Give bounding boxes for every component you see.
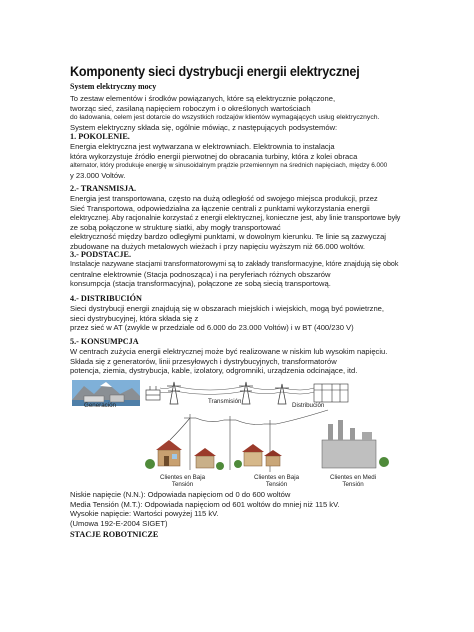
substation-icon	[146, 386, 160, 400]
label-distribucion: Distribución	[292, 402, 325, 409]
section-line: ze sobą połączone w strukturę siatki, aby mogły transportować	[70, 222, 281, 232]
section-line: y 23.000 Voltów.	[70, 170, 126, 180]
voltage-line: Media Tensión (M.T.): Odpowiada napięciom od 601 woltów do mniej niż 115 kV.	[70, 499, 340, 509]
section-line: konsumpcja (stacja transformacyjna), połączone ze sobą siecią transportową.	[70, 279, 331, 289]
section-distribucion	[70, 294, 470, 333]
stacje-heading: STACJE ROBOTNICZE	[70, 530, 159, 539]
section-line: która wykorzystuje źródło energii pierwotnej do obracania turbiny, która z kolei obraca	[70, 151, 358, 161]
label-transmision: Transmisión	[208, 398, 242, 405]
section-heading: 3.- PODSTACJE.	[70, 250, 132, 259]
intro-line: tworząc sieć, zasilaną napięciem roboczym i o określonych wartościach	[70, 103, 311, 113]
section-line: elektrycznej. Aby racjonalnie korzystać z energii elektrycznej, konieczne jest, aby linie transportowe były	[70, 213, 401, 223]
intro-line: To zestaw elementów i środków powiązanych, które są elektrycznie połączone,	[70, 94, 336, 103]
section-line: Składa się z generatorów, linii przesyłowych i dystrybucyjnych, transformatorów	[70, 356, 337, 366]
section-line: W centrach zużycia energii elektrycznej może być realizowane w niskim lub wysokim napięciu.	[70, 347, 388, 356]
voltage-line: (Umowa 192-E-2004 SIGET)	[70, 518, 168, 528]
section-line: Energia jest transportowana, często na dużą odległość od swojego miejsca produkcji, przez	[70, 194, 378, 203]
label-clientes-baja-1: Clientes en Baja Tensión	[160, 474, 206, 488]
section-line: Sieci dystrybucji energii znajdują się w obszarach miejskich i wiejskich, mogą być powietrzne,	[70, 304, 385, 313]
section-line: potencja, ziemia, dystrybucja, kable, izolatory, odgromniki, urządzenia odcinające, itd.	[70, 366, 358, 376]
section-line: przez sieć w AT (zwykle w przedziale od 6.000 do 23.000 Voltów) i w BT (400/230 V)	[70, 323, 354, 333]
section-line: Instalacje nazywane stacjami transformatorowymi są to zakłady transformacyjne, które znajdują się obok	[70, 260, 399, 268]
page-subtitle: System elektryczny mocy	[70, 82, 157, 91]
intro-line: System elektryczny składa się, ogólnie mówiąc, z następujących podsystemów:	[70, 122, 338, 132]
section-heading: 1. POKOLENIE.	[70, 132, 130, 141]
power-system-illustration	[70, 380, 392, 488]
transmission-tower-1	[167, 382, 181, 404]
distribution-substation-icon	[314, 384, 348, 402]
section-konsumpcja	[70, 337, 470, 376]
intro-paragraph	[70, 94, 470, 132]
page-title: Komponenty sieci dystrybucji energii elektrycznej	[70, 64, 360, 79]
voltage-definitions	[70, 490, 470, 528]
label-clientes-baja-2: Clientes en Baja Tensión	[254, 474, 300, 488]
section-line: centralne elektrownie (Stacja podnosząca) i na peryferiach różnych obszarów	[70, 269, 331, 279]
section-heading: 2.- TRANSMISJA.	[70, 184, 137, 193]
section-heading: 5.- KONSUMPCJA	[70, 337, 139, 346]
section-line: zbudowane na dużych metalowych wieżach i przy napięciu wyższym niż 66.000 woltów.	[70, 241, 366, 251]
intro-line: do ładowania, celem jest dotarcie do wszystkich rodzajów klientów wymagających usług elektrycznych.	[70, 114, 380, 122]
section-heading: 4.- DISTRIBUCIÓN	[70, 294, 142, 303]
house-cluster-2	[234, 444, 282, 468]
section-line: alternator, który produkuje energię w sinusoidalnym prądzie przemiennym na średnich napięciach, między 6.000	[70, 162, 388, 170]
factory-illustration	[322, 420, 389, 468]
label-clientes-medi: Clientes en Medi Tensión	[330, 474, 377, 488]
voltage-line: Wysokie napięcie: Wartości powyżej 115 kV.	[70, 509, 219, 519]
section-pokolenie	[70, 132, 470, 180]
house-cluster-1	[145, 440, 224, 470]
label-generacion: Generación	[84, 402, 116, 409]
section-line: sieci dystrybucyjnej, która składa się z	[70, 313, 199, 323]
transmission-tower-3	[275, 384, 289, 404]
voltage-line: Niskie napięcie (N.N.): Odpowiada napięciom od 0 do 600 woltów	[70, 490, 291, 499]
section-line: Sieć Transportowa, odpowiedzialna za łączenie centrali z punktami wykorzystania energii	[70, 203, 370, 213]
section-line: elektryczność między bardzo odległymi punktami, w dowolnym kierunku. Te linie są zazwyczaj	[70, 232, 386, 242]
section-podstacje	[70, 250, 470, 289]
section-line: Energia elektryczna jest wytwarzana w elektrowniach. Elektrownia to instalacja	[70, 142, 335, 151]
section-transmisja	[70, 184, 470, 252]
transmission-lines	[160, 386, 314, 395]
power-system-diagram	[70, 380, 392, 488]
